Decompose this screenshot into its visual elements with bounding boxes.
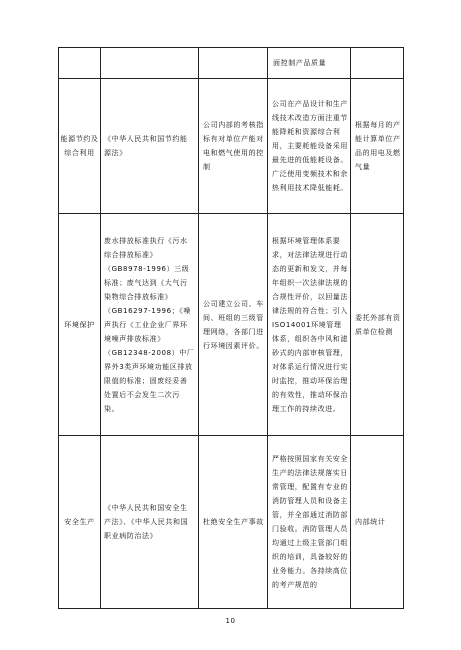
table-cell-method: 委托外部有资质单位检测: [355, 313, 401, 336]
table-cell-law: 《中华人民共和国节约能源法》: [104, 135, 188, 157]
table-rule: [58, 608, 404, 609]
table-cell-method: 内部统计: [355, 518, 386, 526]
main-table: [58, 47, 404, 609]
page-number: 10: [225, 617, 236, 625]
table-cell-law: 《中华人民共和国安全生产法》、《中华人民共和国职业病防治法》: [104, 504, 189, 540]
table-cell-requirement: 公司内部的考核指标有对单位产能对电和燃气使用的控制: [203, 121, 264, 171]
table-rule: [350, 47, 351, 609]
table-rule: [198, 47, 199, 609]
table-cell-item: 能源节约及综合利用: [60, 135, 99, 157]
table-cell-method: 根据每月的产能计算单位产品的用电及燃气量: [355, 121, 401, 171]
table-cell-item: 环境保护: [64, 320, 95, 329]
table-cell-law: 废水排放标准执行《污水综合排放标准》（GB8978-1996）三级标准；废气达到《大气污染物综合排放标准》（GB16297-1996；《噪声执行《工业企业厂界环境噪声排放标准》（GB12348-2008）中厂界外3类声环境功能区排放限值的标准；固废经妥善处置后不会发生二次污染。: [104, 236, 195, 413]
table-cell-measures: 严格按照国家有关安全生产的法律法规落实日常管理，配置有专业的消防管理人员和设备主管，并全部通过消防部门验收。消防管理人员均通过上级主管部门组织的培训，具备较好的业务能力。各持续高位的考产规范的: [272, 455, 348, 589]
table-cell-requirement: 公司建立公司、车间、班组的三级管理网络，各部门进行环境因素评价。: [203, 299, 264, 350]
table-cell-measures: 面控制产品质量: [273, 59, 327, 67]
table-cell-item: 安全生产: [64, 518, 95, 526]
table-cell-measures: 根据环境管理体系要求，对法律法规进行动态的更新和发文，并每年组织一次法律法规的合规性评价，以回量法律法规的符合性；引入ISO14001环境管理体系，组织各中风和滤砂式的内部审核管理，对体系运行情况进行实时监控，推动环保治理的有效性，推动环保治理工作的持续改进。: [272, 236, 348, 413]
table-rule: [267, 47, 268, 609]
table-rule: [100, 47, 101, 609]
table-cell-requirement: 杜绝安全生产事故: [203, 518, 264, 526]
table-rule: [403, 47, 404, 609]
table-rule: [58, 47, 404, 48]
table-cell-measures: 公司在产品设计和生产线技术改造方面注重节能降耗和资源综合利用，主要耗能设备采用最先进的低能耗设备。广泛使用变频技术和余热利用技术降低能耗。: [272, 100, 348, 192]
table-rule: [58, 47, 59, 609]
